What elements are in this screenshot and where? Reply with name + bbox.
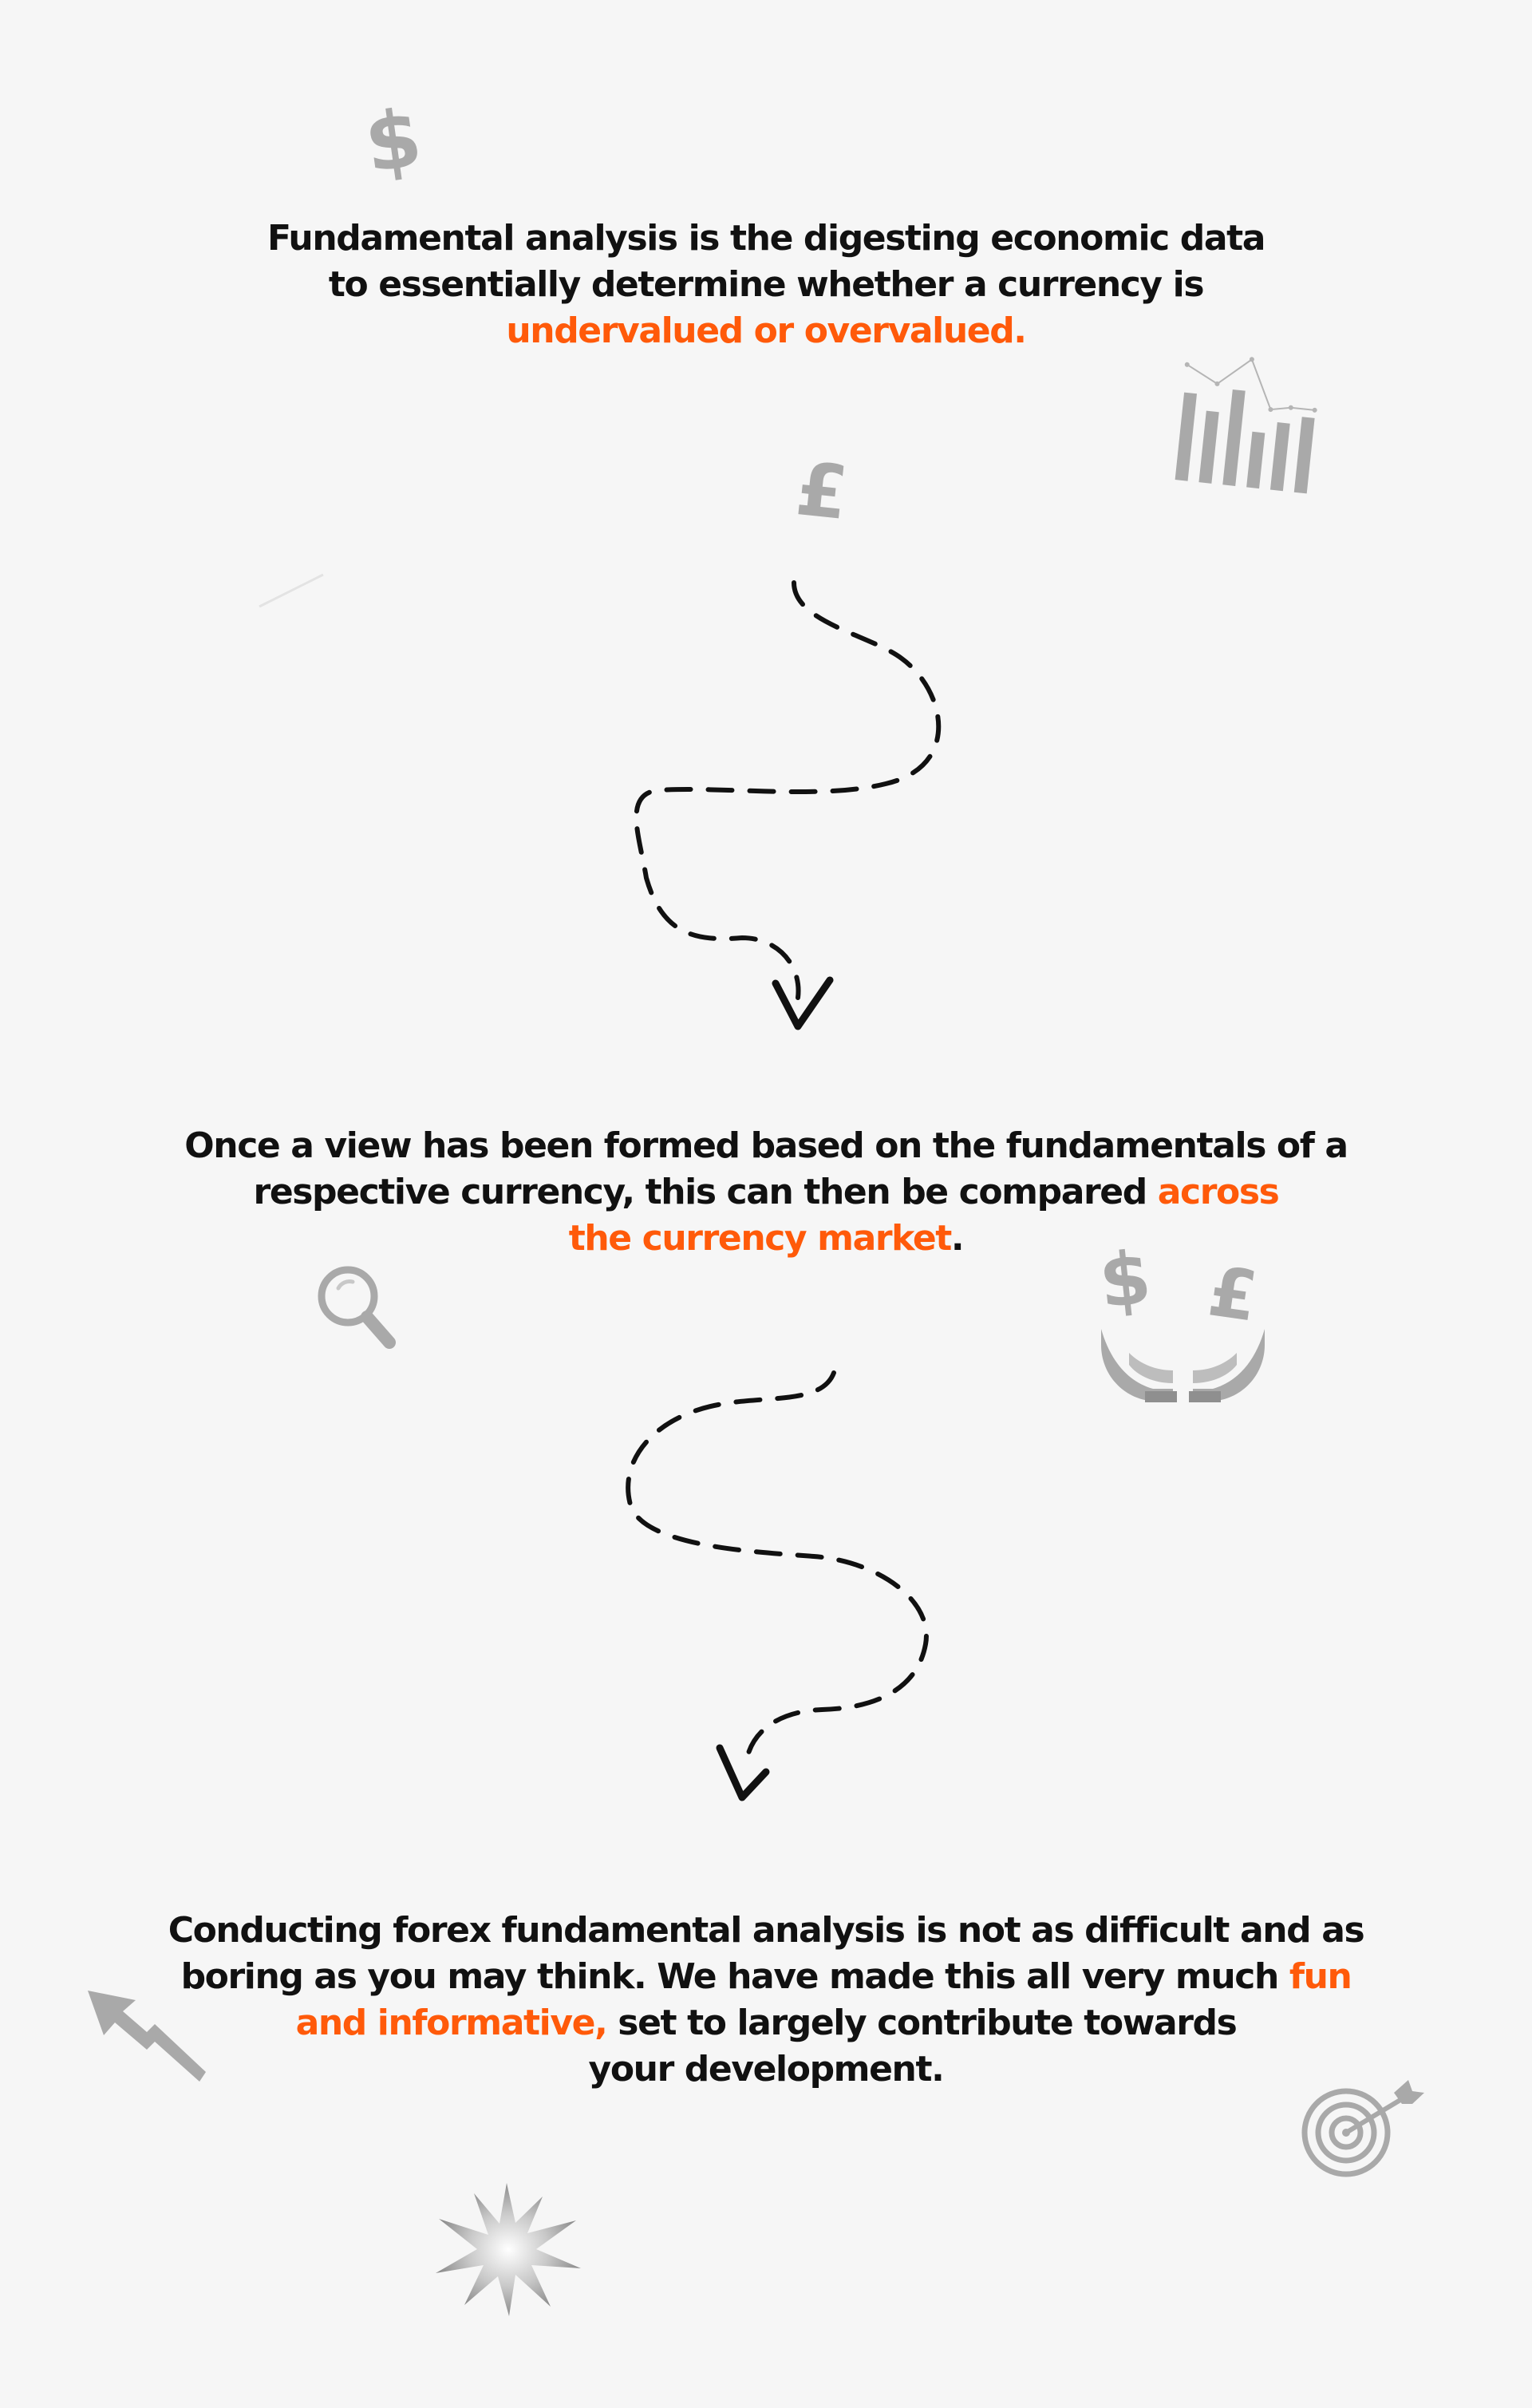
pound-icon: £ xyxy=(1203,1251,1262,1338)
highlighted-text: fun xyxy=(1289,1956,1352,1997)
dollar-icon: $ xyxy=(359,90,428,192)
hands-icon xyxy=(1097,1321,1269,1409)
text-segment: Once a view has been formed based on the fundamentals of a xyxy=(184,1125,1348,1166)
faint-line-decoration xyxy=(255,571,327,611)
dashed-arrow-icon xyxy=(606,575,1021,1054)
text-segment: Fundamental analysis is the digesting economic data xyxy=(267,218,1265,259)
text-line xyxy=(0,1954,1532,2000)
text-line xyxy=(0,1123,1532,1169)
highlighted-text: the currency market xyxy=(568,1218,951,1259)
text-line xyxy=(0,1908,1532,1954)
text-segment: Conducting forex fundamental analysis is not as difficult and as xyxy=(168,1910,1364,1951)
text-line xyxy=(0,262,1532,308)
view-formed-text xyxy=(0,1123,1532,1262)
starburst-icon xyxy=(431,2179,582,2319)
text-line xyxy=(0,215,1532,262)
conclusion-text xyxy=(0,1908,1532,2093)
dashed-arrow-icon xyxy=(606,1357,973,1820)
dollar-icon: $ xyxy=(1095,1234,1155,1326)
text-line xyxy=(0,1169,1532,1216)
bar-chart-icon xyxy=(1169,355,1325,495)
magnifier-icon xyxy=(313,1259,401,1355)
text-segment: . xyxy=(950,1218,964,1259)
text-line xyxy=(0,308,1532,354)
pound-icon: £ xyxy=(792,445,852,537)
highlighted-text: and informative, xyxy=(295,2003,607,2043)
intro-text xyxy=(0,215,1532,354)
text-segment: your development. xyxy=(588,2049,944,2090)
text-line xyxy=(0,1216,1532,1262)
text-segment: set to largely contribute towards xyxy=(606,2003,1237,2043)
highlighted-text: undervalued or overvalued. xyxy=(506,310,1026,351)
highlighted-text: across xyxy=(1157,1172,1279,1212)
arrow-up-left-icon xyxy=(86,1989,214,2093)
target-icon xyxy=(1297,2075,1428,2183)
text-line xyxy=(0,2000,1532,2046)
text-segment: to essentially determine whether a currency is xyxy=(328,264,1204,305)
text-segment: boring as you may think. We have made this all very much xyxy=(180,1956,1289,1997)
text-segment: respective currency, this can then be compared xyxy=(253,1172,1158,1212)
